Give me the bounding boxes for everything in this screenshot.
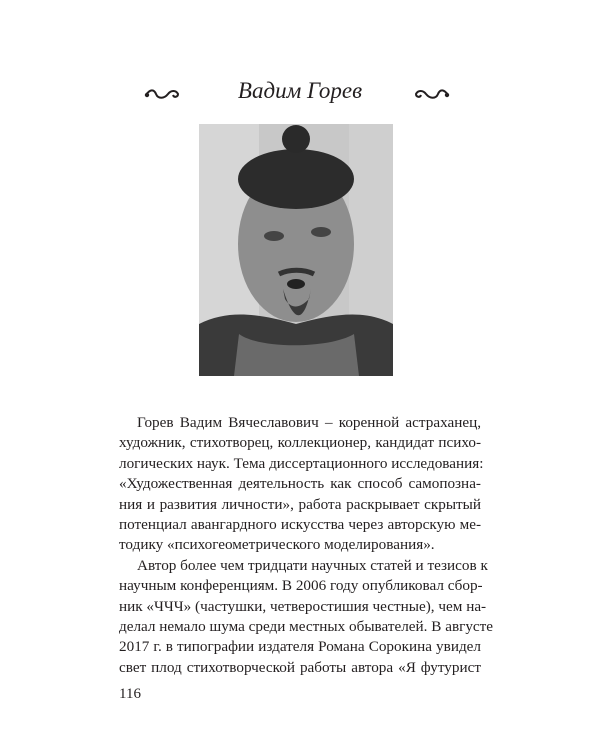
text-line: научным конференциям. В 2006 году опубликовал сбор-	[119, 577, 483, 595]
text-line: потенциал авангардного искусства через авторскую ме-	[119, 515, 481, 533]
text-line: Автор более чем тридцати научных статей и тезисов к	[137, 556, 488, 574]
text-line: делал немало шума среди местных обывателей. В августе	[119, 617, 494, 635]
text-line: «Художественная деятельность как способ самопозна-	[119, 475, 481, 493]
text-line: тодику «психогеометрического моделирования».	[119, 536, 435, 554]
text-line: 2017 г. в типографии издателя Романа Сорокина увидел	[119, 638, 481, 656]
page-title: Вадим Горев	[237, 78, 363, 103]
paragraph	[119, 413, 484, 556]
ornament-right-icon	[414, 86, 450, 104]
author-portrait-photo	[199, 124, 393, 376]
text-line: свет плод стихотворческой работы автора «Я футурист	[119, 658, 481, 676]
text-line: Горев Вадим Вячеславович – коренной астраханец,	[137, 414, 481, 431]
text-line: ник «ЧЧЧ» (частушки, четверостишия честные), чем на-	[119, 597, 487, 615]
paragraph	[119, 556, 494, 678]
page-number: 116	[119, 686, 141, 702]
text-line: логических наук. Тема диссертационного исследования:	[119, 454, 484, 472]
biography-text	[119, 413, 494, 678]
text-line: ния и развития личности», работа раскрывает скрытый	[119, 495, 481, 513]
text-line: художник, стихотворец, коллекционер, кандидат психо-	[119, 434, 481, 452]
